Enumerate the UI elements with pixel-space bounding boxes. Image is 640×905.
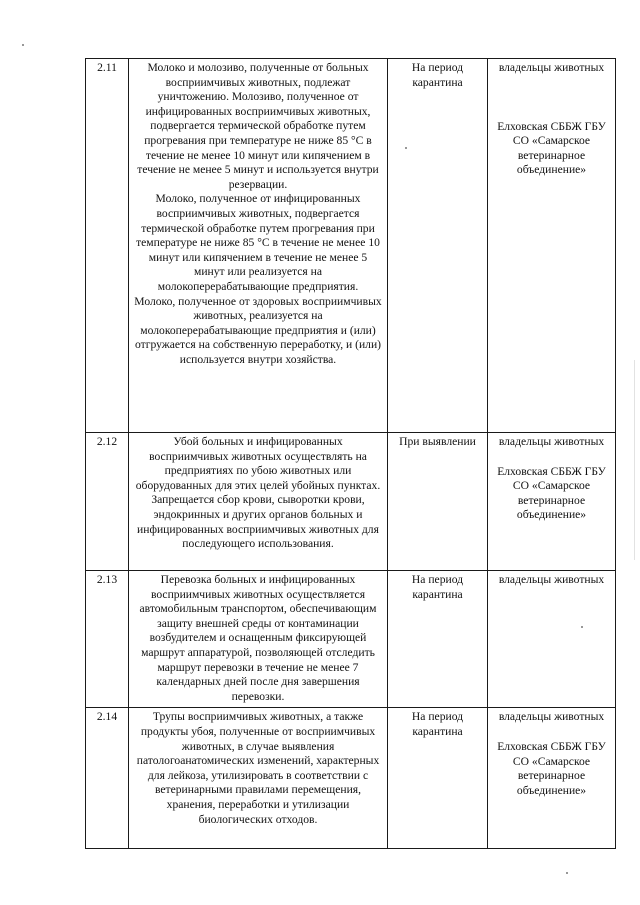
measure-paragraph: Трупы восприимчивых животных, а также продукты убоя, полученные от восприимчивых животных, в случае выявления патологоанатомических изменений, характерных для лейкоза, утилизировать в соответствии с ветеринарными правилами перемещения, хранения, переработки и утилизации биологических отходов.	[136, 710, 380, 826]
responsible-cell	[488, 433, 616, 571]
measure-text	[129, 433, 388, 571]
scan-speck	[405, 147, 407, 149]
table-row	[86, 571, 616, 708]
responsible-owners: владельцы животных	[498, 435, 605, 448]
responsible-owners: владельцы животных	[498, 61, 605, 74]
table-row	[86, 708, 616, 849]
measure-paragraph: Перевозка больных и инфицированных восприимчивых животных осуществляется автомобильным транспортом, обеспечивающим защиту внешней среды от контаминации возбудителем и оснащенным фиксирующей маршрут аппаратурой, позволяющей отследить маршрут перевозки в течение не менее 7 календарных дней после дня завершения перевозки.	[139, 573, 377, 703]
row-number: 2.13	[86, 571, 129, 708]
period-cell: При выявлении	[388, 433, 488, 571]
measure-text	[129, 571, 388, 708]
responsible-owners: владельцы животных	[498, 710, 605, 724]
scan-edge-line	[634, 360, 635, 560]
period-cell: На период карантина	[388, 708, 488, 849]
row-number: 2.12	[86, 433, 129, 571]
responsible-cell	[488, 59, 616, 433]
responsible-cell	[488, 571, 616, 708]
measure-text	[129, 708, 388, 849]
scan-speck	[566, 872, 568, 874]
row-number: 2.14	[86, 708, 129, 849]
period-cell: На период карантина	[388, 571, 488, 708]
measure-paragraph: Убой больных и инфицированных восприимчивых животных осуществлять на предприятиях по убою животных или оборудованных для этих целей убойных пунктах. Запрещается сбор крови, сыворотки крови, эндокринных и других органов больных и инфицированных восприимчивых животных для последующего использования.	[135, 435, 381, 551]
responsible-service: Елховская СББЖ ГБУ СО «Самарское ветеринарное объединение»	[497, 739, 606, 797]
table-row	[86, 59, 616, 433]
row-number: 2.11	[86, 59, 129, 433]
responsible-owners: владельцы животных	[498, 573, 605, 586]
measure-paragraph: Молоко, полученное от инфицированных восприимчивых животных, подвергается термической обработке путем прогревания при температуре не ниже 85 °С в течение не менее 10 минут или кипячением в течение не менее 5 минут или реализуется на молокоперерабатывающие предприятия.	[136, 192, 380, 293]
table-row	[86, 433, 616, 571]
responsible-service: Елховская СББЖ ГБУ СО «Самарское ветеринарное объединение»	[497, 119, 606, 177]
measure-text	[129, 59, 388, 433]
responsible-cell	[488, 708, 616, 849]
scan-speck	[22, 44, 24, 46]
period-cell: На период карантина	[388, 59, 488, 433]
measures-table	[85, 58, 616, 849]
responsible-service: Елховская СББЖ ГБУ СО «Самарское ветеринарное объединение»	[497, 464, 606, 522]
measure-paragraph: Молоко и молозиво, полученные от больных восприимчивых животных, подлежат уничтожению. Молозиво, полученное от инфицированных восприимчивых животных, подвергается термической обработке путем прогревания при температуре не ниже 85 °С в течение не менее 10 минут или кипячением в течение не менее 5 минут и используется внутри резервации.	[137, 61, 379, 191]
measure-paragraph: Молоко, полученное от здоровых восприимчивых животных, реализуется на молокоперерабатывающие предприятия и (или) отгружается на собственную переработку, и (или) используется внутри хозяйства.	[134, 294, 382, 366]
scan-speck	[581, 626, 583, 628]
